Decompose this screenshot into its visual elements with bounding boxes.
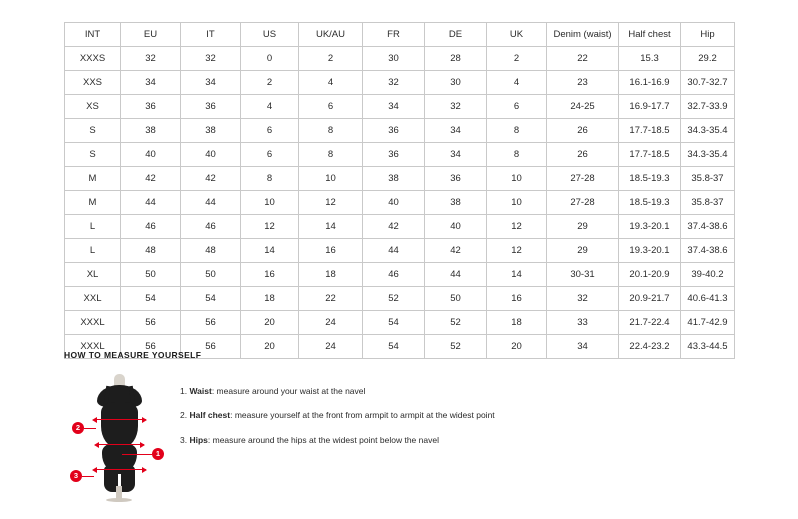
cell-hip: 35.8-37 <box>681 191 735 215</box>
cell-de: 28 <box>425 47 487 71</box>
cell-denim-waist: 26 <box>547 119 619 143</box>
column-header-it: IT <box>181 23 241 47</box>
size-chart-header <box>65 23 735 47</box>
measurement-instructions <box>174 374 734 459</box>
column-header-us: US <box>241 23 299 47</box>
cell-us: 0 <box>241 47 299 71</box>
cell-hip: 35.8-37 <box>681 167 735 191</box>
cell-eu: 42 <box>121 167 181 191</box>
cell-denim-waist: 32 <box>547 287 619 311</box>
cell-half-chest: 16.1-16.9 <box>619 71 681 95</box>
cell-it: 38 <box>181 119 241 143</box>
half-chest-arrow-right-icon <box>142 417 147 423</box>
cell-de: 52 <box>425 335 487 359</box>
cell-ukau: 2 <box>299 47 363 71</box>
table-row <box>65 119 735 143</box>
cell-uk: 4 <box>487 71 547 95</box>
column-header-ukau: UK/AU <box>299 23 363 47</box>
callout-badge-hips: 3 <box>70 470 82 482</box>
cell-ukau: 6 <box>299 95 363 119</box>
column-header-de: DE <box>425 23 487 47</box>
cell-uk: 18 <box>487 311 547 335</box>
cell-hip: 41.7-42.9 <box>681 311 735 335</box>
cell-it: 56 <box>181 311 241 335</box>
cell-ukau: 24 <box>299 335 363 359</box>
column-header-fr: FR <box>363 23 425 47</box>
cell-eu: 56 <box>121 335 181 359</box>
instruction-hips-text: : measure around the hips at the widest point below the navel <box>207 434 439 445</box>
instruction-waist-index: 1. <box>180 386 188 396</box>
cell-us: 20 <box>241 335 299 359</box>
callout-badge-half-chest: 2 <box>72 422 84 434</box>
cell-eu: 54 <box>121 287 181 311</box>
half-chest-measure-line <box>94 419 146 420</box>
cell-it: 36 <box>181 95 241 119</box>
cell-denim-waist: 27-28 <box>547 167 619 191</box>
cell-fr: 54 <box>363 311 425 335</box>
cell-half-chest: 15.3 <box>619 47 681 71</box>
cell-it: 54 <box>181 287 241 311</box>
cell-fr: 46 <box>363 263 425 287</box>
cell-it: 40 <box>181 143 241 167</box>
cell-hip: 37.4-38.6 <box>681 239 735 263</box>
column-header-eu: EU <box>121 23 181 47</box>
cell-ukau: 12 <box>299 191 363 215</box>
table-row <box>65 191 735 215</box>
cell-ukau: 16 <box>299 239 363 263</box>
cell-eu: 40 <box>121 143 181 167</box>
cell-fr: 34 <box>363 95 425 119</box>
table-row <box>65 239 735 263</box>
cell-eu: 34 <box>121 71 181 95</box>
cell-hip: 37.4-38.6 <box>681 215 735 239</box>
size-chart-container <box>64 22 734 359</box>
cell-int: M <box>65 191 121 215</box>
how-to-measure-body <box>64 374 734 504</box>
cell-half-chest: 18.5-19.3 <box>619 167 681 191</box>
cell-us: 14 <box>241 239 299 263</box>
mannequin-illustration <box>88 374 150 502</box>
cell-ukau: 24 <box>299 311 363 335</box>
cell-us: 6 <box>241 119 299 143</box>
callout-leader-3 <box>82 476 94 477</box>
cell-int: L <box>65 215 121 239</box>
callout-leader-2 <box>84 428 96 429</box>
cell-us: 6 <box>241 143 299 167</box>
instruction-half-chest-term: Half chest <box>189 410 231 421</box>
instruction-hips-term: Hips <box>189 434 208 445</box>
column-header-int: INT <box>65 23 121 47</box>
callout-badge-waist: 1 <box>152 448 164 460</box>
cell-half-chest: 17.7-18.5 <box>619 143 681 167</box>
cell-ukau: 8 <box>299 119 363 143</box>
cell-denim-waist: 26 <box>547 143 619 167</box>
cell-fr: 36 <box>363 143 425 167</box>
cell-fr: 40 <box>363 191 425 215</box>
cell-fr: 44 <box>363 239 425 263</box>
cell-uk: 12 <box>487 215 547 239</box>
table-row <box>65 95 735 119</box>
waist-measure-line <box>96 444 144 445</box>
table-row <box>65 215 735 239</box>
cell-de: 44 <box>425 263 487 287</box>
cell-int: XS <box>65 95 121 119</box>
cell-de: 38 <box>425 191 487 215</box>
cell-de: 34 <box>425 143 487 167</box>
cell-half-chest: 17.7-18.5 <box>619 119 681 143</box>
cell-ukau: 8 <box>299 143 363 167</box>
cell-ukau: 14 <box>299 215 363 239</box>
cell-eu: 44 <box>121 191 181 215</box>
cell-ukau: 22 <box>299 287 363 311</box>
cell-uk: 12 <box>487 239 547 263</box>
cell-eu: 36 <box>121 95 181 119</box>
column-header-hip: Hip <box>681 23 735 47</box>
cell-denim-waist: 29 <box>547 239 619 263</box>
cell-uk: 8 <box>487 119 547 143</box>
half-chest-arrow-left-icon <box>92 417 97 423</box>
cell-it: 50 <box>181 263 241 287</box>
cell-int: XXXL <box>65 335 121 359</box>
hips-arrow-right-icon <box>142 467 147 473</box>
table-row <box>65 167 735 191</box>
cell-hip: 32.7-33.9 <box>681 95 735 119</box>
cell-de: 42 <box>425 239 487 263</box>
cell-ukau: 18 <box>299 263 363 287</box>
cell-it: 56 <box>181 335 241 359</box>
cell-hip: 29.2 <box>681 47 735 71</box>
cell-us: 20 <box>241 311 299 335</box>
cell-uk: 14 <box>487 263 547 287</box>
table-row <box>65 287 735 311</box>
cell-us: 16 <box>241 263 299 287</box>
cell-us: 10 <box>241 191 299 215</box>
cell-fr: 36 <box>363 119 425 143</box>
cell-int: XXXS <box>65 47 121 71</box>
instruction-hips <box>180 435 734 446</box>
cell-int: M <box>65 167 121 191</box>
cell-denim-waist: 30-31 <box>547 263 619 287</box>
instruction-half-chest-text: : measure yourself at the front from armpit to armpit at the widest point <box>230 410 495 421</box>
cell-fr: 30 <box>363 47 425 71</box>
table-row <box>65 143 735 167</box>
cell-denim-waist: 24-25 <box>547 95 619 119</box>
cell-half-chest: 20.1-20.9 <box>619 263 681 287</box>
cell-uk: 2 <box>487 47 547 71</box>
cell-de: 30 <box>425 71 487 95</box>
cell-int: XXS <box>65 71 121 95</box>
hips-measure-line <box>94 469 146 470</box>
cell-eu: 50 <box>121 263 181 287</box>
cell-half-chest: 21.7-22.4 <box>619 311 681 335</box>
cell-int: S <box>65 119 121 143</box>
cell-half-chest: 19.3-20.1 <box>619 239 681 263</box>
cell-de: 34 <box>425 119 487 143</box>
table-row <box>65 311 735 335</box>
cell-ukau: 4 <box>299 71 363 95</box>
cell-hip: 40.6-41.3 <box>681 287 735 311</box>
cell-it: 42 <box>181 167 241 191</box>
cell-int: XXXL <box>65 311 121 335</box>
cell-uk: 20 <box>487 335 547 359</box>
size-chart-table <box>64 22 735 359</box>
column-header-half-chest: Half chest <box>619 23 681 47</box>
cell-us: 12 <box>241 215 299 239</box>
cell-us: 18 <box>241 287 299 311</box>
measurement-figure <box>64 374 174 504</box>
instruction-half-chest <box>180 410 734 421</box>
cell-eu: 46 <box>121 215 181 239</box>
table-row <box>65 71 735 95</box>
size-chart-body <box>65 47 735 359</box>
cell-eu: 56 <box>121 311 181 335</box>
how-to-measure-title: HOW TO MEASURE YOURSELF <box>64 350 202 360</box>
cell-de: 50 <box>425 287 487 311</box>
cell-hip: 39-40.2 <box>681 263 735 287</box>
table-row <box>65 263 735 287</box>
cell-it: 44 <box>181 191 241 215</box>
hips-arrow-left-icon <box>92 467 97 473</box>
cell-uk: 8 <box>487 143 547 167</box>
cell-int: XL <box>65 263 121 287</box>
cell-fr: 52 <box>363 287 425 311</box>
how-to-measure-section <box>64 350 734 504</box>
cell-de: 52 <box>425 311 487 335</box>
cell-fr: 38 <box>363 167 425 191</box>
cell-int: S <box>65 143 121 167</box>
cell-hip: 43.3-44.5 <box>681 335 735 359</box>
cell-denim-waist: 22 <box>547 47 619 71</box>
cell-it: 34 <box>181 71 241 95</box>
cell-eu: 32 <box>121 47 181 71</box>
cell-denim-waist: 23 <box>547 71 619 95</box>
cell-hip: 30.7-32.7 <box>681 71 735 95</box>
cell-de: 40 <box>425 215 487 239</box>
cell-half-chest: 16.9-17.7 <box>619 95 681 119</box>
cell-int: XXL <box>65 287 121 311</box>
cell-half-chest: 19.3-20.1 <box>619 215 681 239</box>
cell-uk: 10 <box>487 167 547 191</box>
cell-half-chest: 18.5-19.3 <box>619 191 681 215</box>
waist-arrow-right-icon <box>140 442 145 448</box>
callout-leader-1 <box>122 454 152 455</box>
table-row <box>65 47 735 71</box>
cell-uk: 6 <box>487 95 547 119</box>
cell-de: 36 <box>425 167 487 191</box>
cell-denim-waist: 29 <box>547 215 619 239</box>
instruction-hips-index: 3. <box>180 434 188 445</box>
cell-fr: 42 <box>363 215 425 239</box>
instruction-waist-term: Waist <box>189 386 212 396</box>
column-header-uk: UK <box>487 23 547 47</box>
cell-fr: 54 <box>363 335 425 359</box>
instruction-waist <box>180 386 734 397</box>
waist-arrow-left-icon <box>94 442 99 448</box>
cell-eu: 48 <box>121 239 181 263</box>
cell-denim-waist: 27-28 <box>547 191 619 215</box>
cell-ukau: 10 <box>299 167 363 191</box>
cell-de: 32 <box>425 95 487 119</box>
cell-hip: 34.3-35.4 <box>681 143 735 167</box>
cell-half-chest: 20.9-21.7 <box>619 287 681 311</box>
table-header-row <box>65 23 735 47</box>
cell-uk: 16 <box>487 287 547 311</box>
cell-denim-waist: 34 <box>547 335 619 359</box>
cell-hip: 34.3-35.4 <box>681 119 735 143</box>
instruction-waist-text: : measure around your waist at the navel <box>211 386 366 396</box>
cell-int: L <box>65 239 121 263</box>
cell-us: 2 <box>241 71 299 95</box>
cell-us: 4 <box>241 95 299 119</box>
cell-uk: 10 <box>487 191 547 215</box>
cell-fr: 32 <box>363 71 425 95</box>
instruction-half-chest-index: 2. <box>180 410 188 421</box>
column-header-denim-waist: Denim (waist) <box>547 23 619 47</box>
cell-us: 8 <box>241 167 299 191</box>
cell-it: 48 <box>181 239 241 263</box>
mannequin-base <box>106 498 132 502</box>
cell-half-chest: 22.4-23.2 <box>619 335 681 359</box>
cell-denim-waist: 33 <box>547 311 619 335</box>
cell-eu: 38 <box>121 119 181 143</box>
cell-it: 32 <box>181 47 241 71</box>
cell-it: 46 <box>181 215 241 239</box>
